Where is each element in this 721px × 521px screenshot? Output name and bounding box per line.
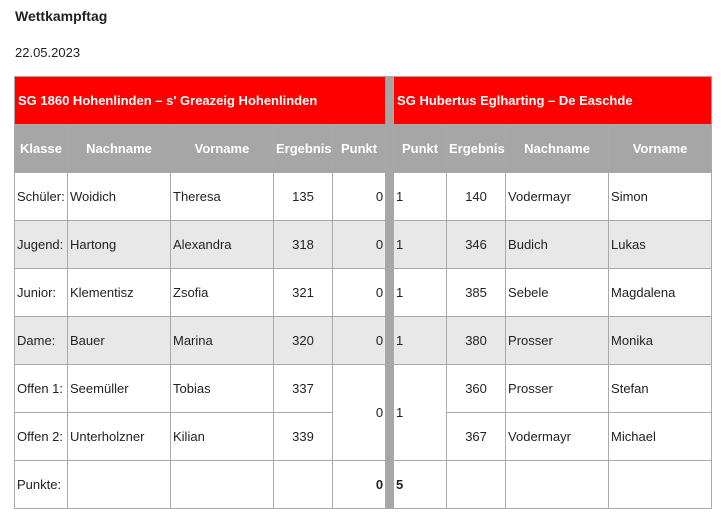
totals-row <box>15 461 712 509</box>
column-separator <box>386 269 394 317</box>
cell-klasse: Offen 2: <box>15 413 68 461</box>
team-left-name: SG 1860 Hohenlinden – s' Greazeig Hohenlinden <box>15 77 386 125</box>
cell-right-vorname: Lukas <box>609 221 712 269</box>
cell-right-vorname: Monika <box>609 317 712 365</box>
cell-right-nachname: Sebele <box>506 269 609 317</box>
cell-left-nachname: Woidich <box>68 173 171 221</box>
cell-left-vorname: Kilian <box>171 413 274 461</box>
cell-left-punkt: 0 <box>333 173 386 221</box>
match-date: 22.05.2023 <box>15 45 81 60</box>
total-right: 5 <box>394 461 447 509</box>
header-left-punkt: Punkt <box>333 125 386 173</box>
cell-left-vorname: Zsofia <box>171 269 274 317</box>
header-left-vorname: Vorname <box>171 125 274 173</box>
header-right-nachname: Nachname <box>506 125 609 173</box>
header-right-vorname: Vorname <box>609 125 712 173</box>
cell-klasse: Offen 1: <box>15 365 68 413</box>
header-left-ergebnis: Ergebnis <box>274 125 333 173</box>
table-row <box>15 365 712 413</box>
cell-right-punkt: 1 <box>394 269 447 317</box>
cell-left-vorname: Marina <box>171 317 274 365</box>
cell-right-ergebnis: 346 <box>447 221 506 269</box>
cell-right-ergebnis: 385 <box>447 269 506 317</box>
cell-right-ergebnis: 367 <box>447 413 506 461</box>
cell-right-nachname: Vodermayr <box>506 413 609 461</box>
page-title: Wettkampftag <box>15 8 108 24</box>
table-row <box>15 317 712 365</box>
cell-left-nachname: Seemüller <box>68 365 171 413</box>
cell-left-ergebnis: 337 <box>274 365 333 413</box>
cell-left-ergebnis: 321 <box>274 269 333 317</box>
cell-left-punkt: 0 <box>333 317 386 365</box>
column-separator <box>386 173 394 221</box>
cell-left-ergebnis: 135 <box>274 173 333 221</box>
empty-cell <box>506 461 609 509</box>
cell-left-punkt: 0 <box>333 269 386 317</box>
match-table <box>14 76 712 509</box>
column-separator <box>386 413 394 461</box>
cell-right-nachname: Prosser <box>506 365 609 413</box>
cell-left-nachname: Hartong <box>68 221 171 269</box>
cell-right-nachname: Prosser <box>506 317 609 365</box>
cell-left-punkt: 0 <box>333 221 386 269</box>
cell-left-ergebnis: 339 <box>274 413 333 461</box>
table-row <box>15 221 712 269</box>
header-right-punkt: Punkt <box>394 125 447 173</box>
cell-right-nachname: Vodermayr <box>506 173 609 221</box>
totals-label: Punkte: <box>15 461 68 509</box>
cell-left-punkt-offen: 0 <box>333 365 386 461</box>
cell-left-ergebnis: 320 <box>274 317 333 365</box>
table-row <box>15 269 712 317</box>
cell-right-vorname: Magdalena <box>609 269 712 317</box>
header-right-ergebnis: Ergebnis <box>447 125 506 173</box>
cell-left-vorname: Alexandra <box>171 221 274 269</box>
cell-left-nachname: Bauer <box>68 317 171 365</box>
cell-right-vorname: Stefan <box>609 365 712 413</box>
cell-right-ergebnis: 360 <box>447 365 506 413</box>
cell-klasse: Dame: <box>15 317 68 365</box>
column-separator <box>386 365 394 413</box>
team-header-row <box>15 77 712 125</box>
empty-cell <box>447 461 506 509</box>
cell-right-vorname: Simon <box>609 173 712 221</box>
column-separator <box>386 221 394 269</box>
header-left-nachname: Nachname <box>68 125 171 173</box>
cell-left-ergebnis: 318 <box>274 221 333 269</box>
cell-right-punkt: 1 <box>394 221 447 269</box>
empty-cell <box>171 461 274 509</box>
header-klasse: Klasse <box>15 125 68 173</box>
cell-left-nachname: Klementisz <box>68 269 171 317</box>
cell-right-punkt-offen: 1 <box>394 365 447 461</box>
total-left: 0 <box>333 461 386 509</box>
empty-cell <box>609 461 712 509</box>
column-separator <box>386 125 394 173</box>
cell-right-punkt: 1 <box>394 173 447 221</box>
column-separator <box>386 77 394 125</box>
empty-cell <box>274 461 333 509</box>
cell-right-nachname: Budich <box>506 221 609 269</box>
cell-klasse: Schüler: <box>15 173 68 221</box>
cell-right-punkt: 1 <box>394 317 447 365</box>
team-right-name: SG Hubertus Eglharting – De Easchde <box>394 77 712 125</box>
cell-right-ergebnis: 380 <box>447 317 506 365</box>
cell-left-vorname: Tobias <box>171 365 274 413</box>
cell-left-nachname: Unterholzner <box>68 413 171 461</box>
table-row <box>15 173 712 221</box>
column-separator <box>386 461 394 509</box>
cell-right-ergebnis: 140 <box>447 173 506 221</box>
cell-left-vorname: Theresa <box>171 173 274 221</box>
cell-klasse: Jugend: <box>15 221 68 269</box>
column-separator <box>386 317 394 365</box>
column-header-row <box>15 125 712 173</box>
cell-right-vorname: Michael <box>609 413 712 461</box>
cell-klasse: Junior: <box>15 269 68 317</box>
empty-cell <box>68 461 171 509</box>
